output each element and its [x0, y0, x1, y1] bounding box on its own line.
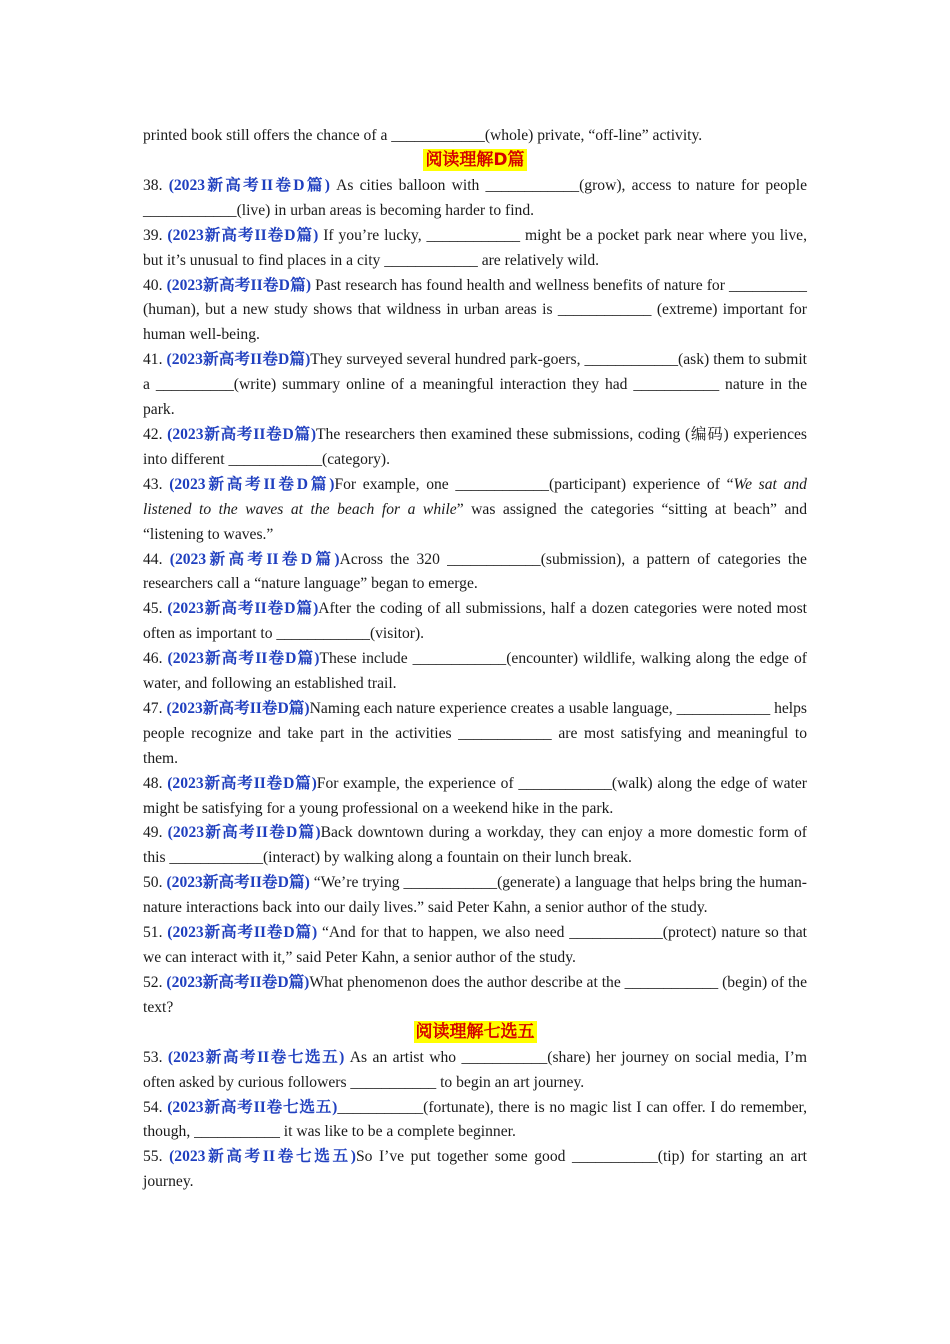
question-source: (2023新高考II卷D篇)	[167, 924, 318, 942]
question-text: As cities balloon with ____________(grow), access to nature for people ____________(live) in urban areas is becoming harder to find.	[143, 176, 807, 219]
question-text: As an artist who ___________(share) her journey on social media, I’m often asked by curious followers ___________ to begin an art journey.	[143, 1048, 808, 1091]
question-38	[143, 174, 807, 224]
question-number: 39.	[143, 226, 163, 244]
question-number: 44.	[143, 550, 163, 568]
question-source: (2023新高考II卷D篇)	[167, 425, 317, 443]
question-49	[143, 821, 807, 871]
question-45	[143, 597, 807, 647]
question-source: (2023新高考II卷七选五)	[167, 1048, 345, 1066]
question-text: Back downtown during a workday, they can enjoy a more domestic form of this ____________(interact) by walking along a fountain on their lunch break.	[143, 824, 808, 867]
question-text: ___________(fortunate), there is no magic list I can offer. I do remember, though, ___________ it was like to be a complete beginner.	[143, 1098, 807, 1141]
question-text: So I’ve put together some good ___________(tip) for starting an art journey.	[143, 1148, 807, 1191]
question-source: (2023新高考II卷D篇)	[167, 824, 321, 842]
question-number: 38.	[143, 176, 163, 194]
question-number: 48.	[143, 774, 163, 792]
question-source: (2023新高考II卷D篇)	[166, 351, 311, 369]
question-text: “And for that to happen, we also need ____________(protect) nature so that we can interact with it,” said Peter Kahn, a senior author of the study.	[143, 924, 807, 966]
question-text: For example, one ____________(participant) experience of “	[334, 475, 734, 493]
question-source: (2023新高考II卷D篇)	[167, 226, 319, 244]
question-50	[143, 871, 807, 921]
question-number: 40.	[143, 276, 163, 294]
question-43	[143, 473, 807, 548]
question-47	[143, 697, 807, 772]
section-heading-wrap	[143, 149, 807, 174]
question-54	[143, 1096, 807, 1146]
question-number: 47.	[143, 699, 163, 717]
section-heading-seven-five: 阅读理解七选五	[415, 1021, 535, 1042]
question-46	[143, 647, 807, 697]
question-source: (2023新高考II卷D篇)	[167, 600, 319, 618]
question-text: “We’re trying ____________(generate) a language that helps bring the human-nature interactions back into our daily lives.” said Peter Kahn, a senior author of the study.	[143, 874, 807, 917]
question-text-after: ” was assigned the categories “sitting at beach” and “listening to waves.”	[143, 500, 807, 543]
question-source: (2023新高考II卷D篇)	[166, 276, 312, 294]
question-text: The researchers then examined these submissions, coding (编码) experiences into different ____________(category).	[143, 425, 807, 468]
question-number: 46.	[143, 650, 163, 668]
question-number: 41.	[143, 351, 163, 369]
question-40	[143, 274, 807, 349]
question-51	[143, 921, 807, 971]
question-text: If you’re lucky, ____________ might be a pocket park near where you live, but it’s unusual to find places in a city ____________ are relatively wild.	[143, 226, 807, 269]
question-source: (2023新高考II卷D篇)	[167, 774, 317, 792]
question-52	[143, 971, 807, 1021]
question-text: Naming each nature experience creates a usable language, ____________ helps people recognize and take part in the activities ____________ are most satisfying and meaningful to them.	[143, 699, 807, 767]
question-italic-quote: We sat and listened to the waves at the beach for a while	[143, 475, 807, 518]
question-text: For example, the experience of ____________(walk) along the edge of water might be satisfying for a young professional on a weekend hike in the park.	[143, 774, 807, 817]
question-number: 45.	[143, 600, 163, 618]
question-number: 54.	[143, 1098, 163, 1116]
question-number: 52.	[143, 973, 163, 991]
question-text: They surveyed several hundred park-goers, ____________(ask) them to submit a __________(write) summary online of a meaningful interaction they had ___________ nature in the park.	[143, 351, 807, 419]
question-number: 51.	[143, 924, 163, 942]
question-text: Past research has found health and wellness benefits of nature for __________ (human), but a new study shows that wildness in urban areas is ____________ (extreme) important for human well-being.	[143, 276, 807, 344]
question-number: 42.	[143, 425, 163, 443]
intro-paragraph: printed book still offers the chance of a ____________(whole) private, “off-line” activity.	[143, 127, 703, 144]
question-text: What phenomenon does the author describe at the ____________ (begin) of the text?	[143, 973, 807, 1016]
question-42	[143, 423, 807, 473]
section-heading-wrap	[143, 1021, 807, 1046]
question-55	[143, 1145, 807, 1195]
question-source: (2023新高考II卷七选五)	[167, 1098, 338, 1116]
question-source: (2023新高考II卷D篇)	[169, 550, 340, 568]
question-source: (2023新高考II卷D篇)	[166, 973, 310, 991]
question-48	[143, 772, 807, 822]
question-source: (2023新高考II卷D篇)	[169, 475, 335, 493]
section-heading-d: 阅读理解D篇	[425, 149, 525, 170]
question-number: 55.	[143, 1148, 163, 1166]
question-text: Across the 320 ____________(submission), a pattern of categories the researchers call a “nature language” began to emerge.	[143, 550, 807, 593]
question-number: 53.	[143, 1048, 163, 1066]
question-53	[143, 1046, 807, 1096]
document-page	[143, 124, 807, 1195]
question-source: (2023新高考II卷D篇)	[167, 650, 320, 668]
question-number: 50.	[143, 874, 163, 892]
question-number: 43.	[143, 475, 163, 493]
question-source: (2023新高考II卷七选五)	[169, 1148, 356, 1166]
question-39	[143, 224, 807, 274]
question-text: These include ____________(encounter) wildlife, walking along the edge of water, and following an established trail.	[143, 650, 807, 693]
question-41	[143, 348, 807, 423]
question-source: (2023新高考II卷D篇)	[168, 176, 330, 194]
question-44	[143, 548, 807, 598]
question-source: (2023新高考II卷D篇)	[166, 699, 310, 717]
question-text: After the coding of all submissions, half a dozen categories were noted most often as important to ____________(visitor).	[143, 600, 807, 643]
question-number: 49.	[143, 824, 163, 842]
question-source: (2023新高考II卷D篇)	[166, 874, 310, 892]
